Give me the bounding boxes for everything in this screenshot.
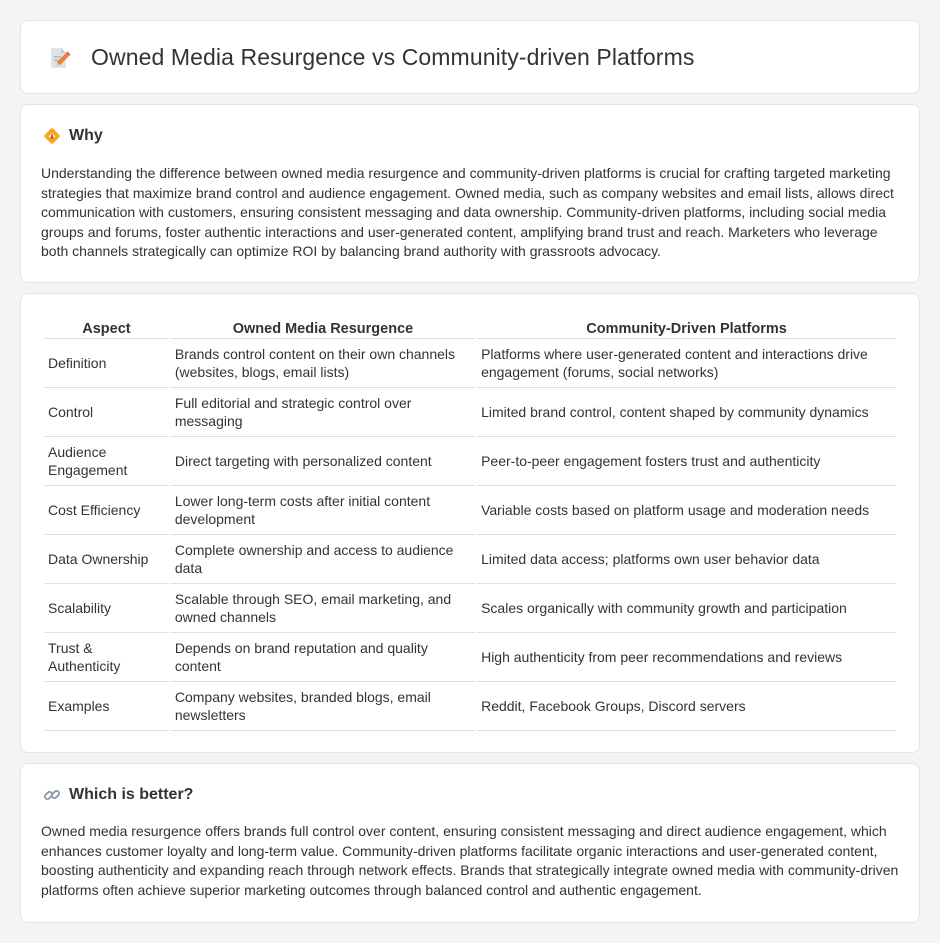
community-cell: Reddit, Facebook Groups, Discord servers bbox=[477, 682, 896, 731]
table-row bbox=[44, 584, 896, 633]
aspect-cell: Examples bbox=[44, 682, 169, 731]
column-header: Community-Driven Platforms bbox=[477, 316, 896, 339]
better-heading bbox=[43, 786, 193, 804]
aspect-cell: Trust & Authenticity bbox=[44, 633, 169, 682]
community-cell: Variable costs based on platform usage and moderation needs bbox=[477, 486, 896, 535]
why-section bbox=[20, 104, 920, 283]
community-cell: Limited brand control, content shaped by community dynamics bbox=[477, 388, 896, 437]
owned-media-cell: Company websites, branded blogs, email newsletters bbox=[171, 682, 475, 731]
aspect-cell: Cost Efficiency bbox=[44, 486, 169, 535]
owned-media-cell: Lower long-term costs after initial content development bbox=[171, 486, 475, 535]
better-title: Which is better? bbox=[69, 786, 194, 803]
owned-media-cell: Brands control content on their own channels (websites, blogs, email lists) bbox=[171, 339, 475, 388]
table-row bbox=[44, 633, 896, 682]
edit-document-icon bbox=[47, 46, 71, 70]
which-better-section bbox=[20, 763, 920, 923]
column-header: Owned Media Resurgence bbox=[171, 316, 475, 339]
community-cell: Scales organically with community growth and participation bbox=[477, 584, 896, 633]
why-text: Understanding the difference between owned media resurgence and community-driven platforms is crucial for crafting targeted marketing strategies that maximize brand control and audience engagement. Owned media, such as company websites and email lists, allows direct communication with customers, ensuring consistent messaging and data ownership. Community-driven platforms, including social media groups and forums, foster authentic interactions and user-generated content, amplifying brand trust and reach. Marketers who leverage both channels strategically can optimize ROI by balancing brand authority with grassroots advocacy. bbox=[41, 165, 894, 260]
community-cell: High authenticity from peer recommendations and reviews bbox=[477, 633, 896, 682]
community-cell: Peer-to-peer engagement fosters trust and authenticity bbox=[477, 437, 896, 486]
comparison-section bbox=[20, 293, 920, 753]
page-title: Owned Media Resurgence vs Community-driven Platforms bbox=[91, 44, 695, 70]
header-card bbox=[20, 20, 920, 94]
table-row bbox=[44, 682, 896, 731]
why-title: Why bbox=[69, 127, 103, 144]
diamond-sign-icon bbox=[43, 127, 61, 145]
why-heading bbox=[43, 127, 103, 145]
community-cell: Limited data access; platforms own user behavior data bbox=[477, 535, 896, 584]
aspect-cell: Data Ownership bbox=[44, 535, 169, 584]
aspect-cell: Definition bbox=[44, 339, 169, 388]
table-row bbox=[44, 339, 896, 388]
table-row bbox=[44, 437, 896, 486]
owned-media-cell: Depends on brand reputation and quality content bbox=[171, 633, 475, 682]
owned-media-cell: Direct targeting with personalized content bbox=[171, 437, 475, 486]
better-text: Owned media resurgence offers brands full control over content, ensuring consistent messaging and direct audience engagement, which enhances customer loyalty and long-term value. Community-driven platforms facilitate organic interactions and user-generated content, boosting authenticity and expanding reach through network effects. Brands that strategically integrate owned media with community-driven platforms often achieve superior marketing outcomes through balanced control and authentic engagement. bbox=[41, 823, 899, 898]
table-row bbox=[44, 486, 896, 535]
aspect-cell: Control bbox=[44, 388, 169, 437]
title-row bbox=[47, 44, 694, 71]
owned-media-cell: Complete ownership and access to audience data bbox=[171, 535, 475, 584]
comparison-table bbox=[42, 316, 898, 731]
aspect-cell: Scalability bbox=[44, 584, 169, 633]
owned-media-cell: Scalable through SEO, email marketing, and owned channels bbox=[171, 584, 475, 633]
table-header-row bbox=[44, 316, 896, 339]
owned-media-cell: Full editorial and strategic control over messaging bbox=[171, 388, 475, 437]
table-row bbox=[44, 535, 896, 584]
community-cell: Platforms where user-generated content and interactions drive engagement (forums, social networks) bbox=[477, 339, 896, 388]
aspect-cell: Audience Engagement bbox=[44, 437, 169, 486]
column-header: Aspect bbox=[44, 316, 169, 339]
link-icon bbox=[43, 786, 61, 804]
table-row bbox=[44, 388, 896, 437]
